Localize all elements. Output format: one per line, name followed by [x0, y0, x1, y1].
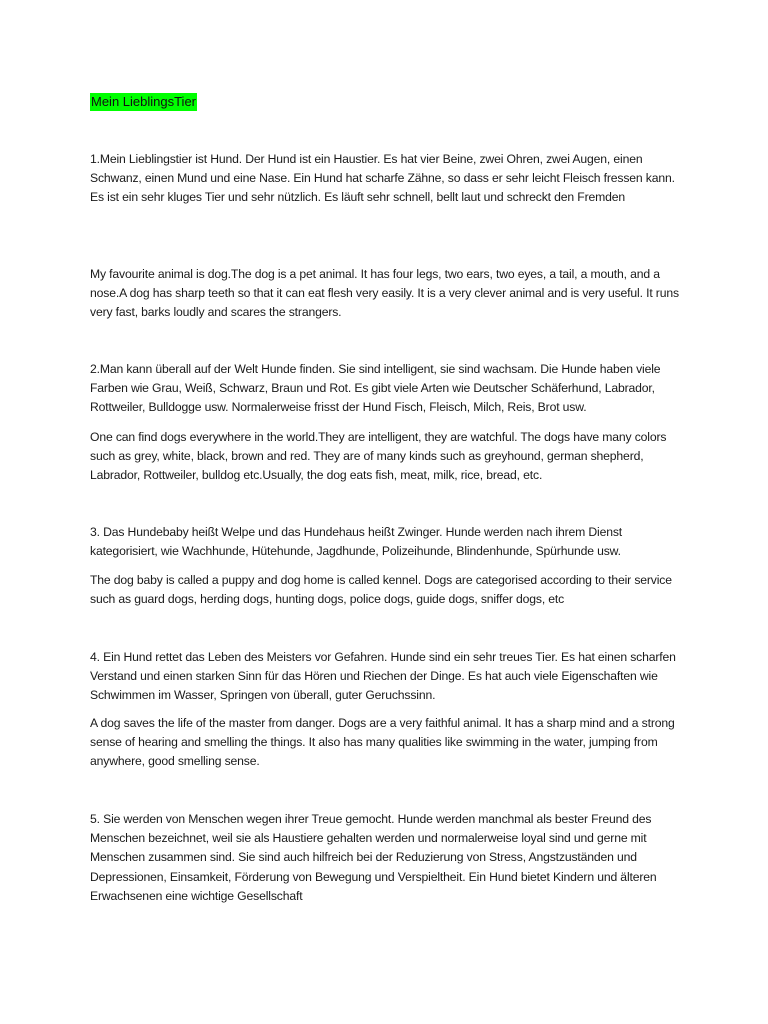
paragraph-3-english: The dog baby is called a puppy and dog home is called kennel. Dogs are categorised according to their service such as guard dogs, herding dogs, hunting dogs, police dogs, guide dogs, sniffer dogs, etc [90, 573, 672, 607]
paragraph-4-german: 4. Ein Hund rettet das Leben des Meisters vor Gefahren. Hunde sind ein sehr treues Tier. Es hat einen scharfen Verstand und einen starken Sinn für das Hören und Riechen der Dinge. Es hat auch viele Eigenschaften wie Schwimmen im Wasser, Springen von überall, guter Geruchssinn. [90, 650, 676, 703]
paragraph-5-german: 5. Sie werden von Menschen wegen ihrer Treue gemocht. Hunde werden manchmal als bester Freund des Menschen bezeichnet, weil sie als Haustiere gehalten werden und normalerweise loyal sind und gerne mit Menschen zusammen sind. Sie sind auch hilfreich bei der Reduzierung von Stress, Angstzuständen und Depressionen, Einsamkeit, Förderung von Bewegung und Verspieltheit. Ein Hund bietet Kindern und älteren Erwachsenen eine wichtige Gesellschaft [90, 812, 657, 903]
paragraph-3-german: 3. Das Hundebaby heißt Welpe und das Hundehaus heißt Zwinger. Hunde werden nach ihrem Dienst kategorisiert, wie Wachhunde, Hütehunde, Jagdhunde, Polizeihunde, Blindenhunde, Spürhunde usw. [90, 525, 623, 559]
paragraph-2-english: One can find dogs everywhere in the world.They are intelligent, they are watchful. The dogs have many colors such as grey, white, black, brown and red. They are of many kinds such as greyhound, german shepherd, Labrador, Rottweiler, bulldog etc.Usually, the dog eats fish, meat, milk, rice, bread, etc. [90, 430, 667, 483]
paragraph-1-english: My favourite animal is dog.The dog is a pet animal. It has four legs, two ears, two eyes, a tail, a mouth, and a nose.A dog has sharp teeth so that it can eat flesh very easily. It is a very clever animal and is very useful. It runs very fast, barks loudly and scares the strangers. [90, 267, 679, 320]
paragraph-2-german: 2.Man kann überall auf der Welt Hunde finden. Sie sind intelligent, sie sind wachsam. Die Hunde haben viele Farben wie Grau, Weiß, Schwarz, Braun und Rot. Es gibt viele Arten wie Deutscher Schäferhund, Labrador, Rottweiler, Bulldogge usw. Normalerweise frisst der Hund Fisch, Fleisch, Milch, Reis, Brot usw. [90, 362, 661, 415]
paragraph-4-english: A dog saves the life of the master from danger. Dogs are a very faithful animal. It has a sharp mind and a strong sense of hearing and smelling the things. It also has many qualities like swimming in the water, jumping from anywhere, good smelling sense. [90, 716, 675, 769]
paragraph-1-german: 1.Mein Lieblingstier ist Hund. Der Hund ist ein Haustier. Es hat vier Beine, zwei Ohren, zwei Augen, einen Schwanz, einen Mund und eine Nase. Ein Hund hat scharfe Zähne, so dass er sehr leicht Fleisch fressen kann. Es ist ein sehr kluges Tier und sehr nützlich. Es läuft sehr schnell, bellt laut und schreckt den Fremden [90, 152, 675, 205]
document-title: Mein LieblingsTier [91, 94, 197, 109]
